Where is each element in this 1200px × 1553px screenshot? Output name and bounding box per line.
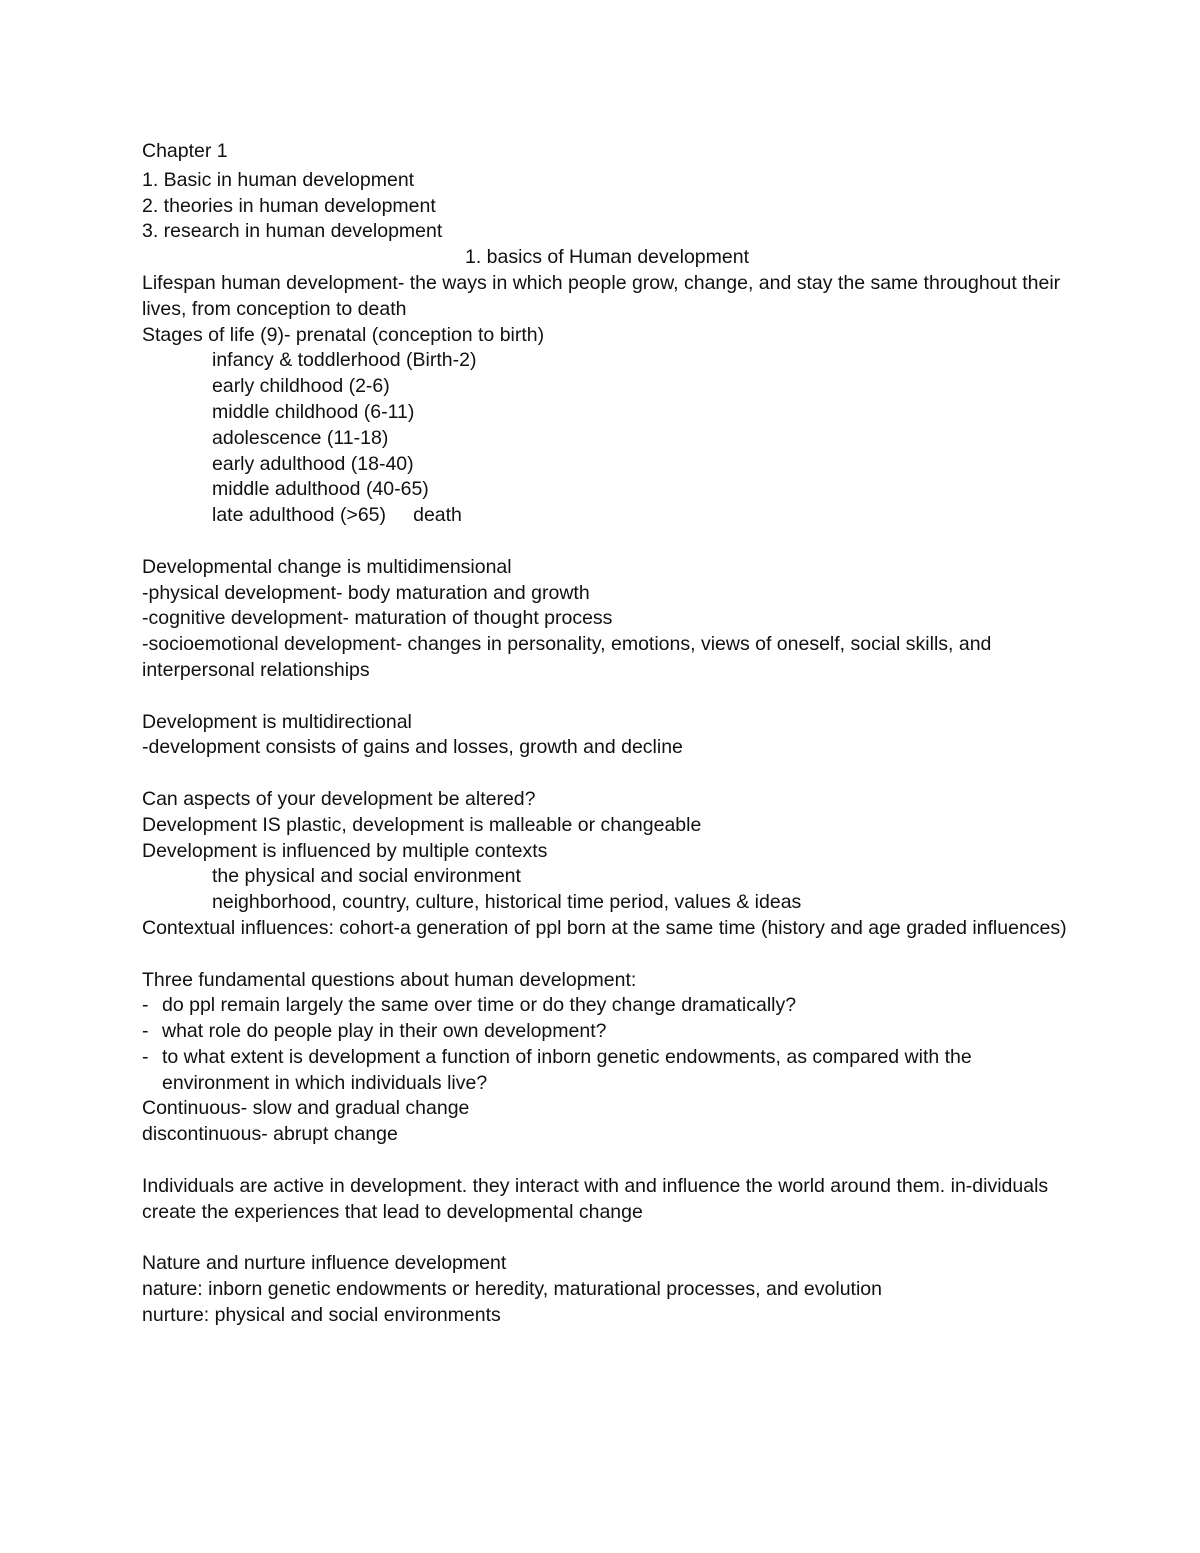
stages-intro: Stages of life (9)- prenatal (conception to birth) — [142, 323, 545, 346]
stage-item: middle adulthood (40-65) — [212, 478, 429, 501]
question-text: do ppl remain largely the same over time or do they change dramatically? — [162, 994, 797, 1017]
nurture-definition: nurture: physical and social environments — [142, 1303, 501, 1326]
question-text: to what extent is development a function of inborn genetic endowments, as compared with the environment in which individuals live? — [162, 1045, 978, 1094]
question-bullet-item — [142, 993, 1072, 1019]
document-page — [142, 139, 1072, 1329]
stage-item: infancy & toddlerhood (Birth-2) — [212, 349, 477, 372]
continuous-definition: Continuous- slow and gradual change — [142, 1097, 470, 1120]
nature-nurture-heading: Nature and nurture influence development — [142, 1252, 507, 1275]
stage-item: early childhood (2-6) — [212, 375, 390, 398]
outline-item-3: 3. research in human development — [142, 220, 443, 243]
questions-heading: Three fundamental questions about human development: — [142, 968, 637, 991]
discontinuous-definition: discontinuous- abrupt change — [142, 1123, 398, 1146]
outline-item-1: 1. Basic in human development — [142, 168, 415, 191]
nature-definition: nature: inborn genetic endowments or heredity, maturational processes, and evolution — [142, 1278, 882, 1301]
plasticity-statement: Development IS plastic, development is malleable or changeable — [142, 813, 702, 836]
dash-bullet-icon: - — [142, 994, 149, 1017]
question-bullet-item — [142, 1019, 1072, 1045]
question-bullet-item — [142, 1045, 1072, 1097]
dash-bullet-icon: - — [142, 1045, 149, 1068]
question-text: what role do people play in their own development? — [162, 1020, 607, 1043]
plasticity-question: Can aspects of your development be altered? — [142, 787, 536, 810]
stage-item: early adulthood (18-40) — [212, 452, 414, 475]
section-heading: 1. basics of Human development — [465, 246, 749, 269]
dash-bullet-icon: - — [142, 1020, 149, 1043]
chapter-title: Chapter 1 — [142, 140, 228, 162]
context-item: the physical and social environment — [212, 865, 521, 888]
stage-item: late adulthood (>65) death — [212, 504, 462, 527]
outline-item-2: 2. theories in human development — [142, 194, 436, 217]
lifespan-definition: Lifespan human development- the ways in which people grow, change, and stay the same throughout their lives, from conception to death — [142, 271, 1066, 320]
multidirectional-heading: Development is multidirectional — [142, 710, 412, 733]
multidimensional-item: -socioemotional development- changes in personality, emotions, views of oneself, social skills, and interpersonal relationships — [142, 633, 997, 681]
stage-item: adolescence (11-18) — [212, 426, 389, 449]
contexts-statement: Development is influenced by multiple contexts — [142, 839, 548, 862]
multidimensional-item: -physical development- body maturation and growth — [142, 581, 590, 604]
multidimensional-heading: Developmental change is multidimensional — [142, 555, 512, 578]
contextual-influences: Contextual influences: cohort-a generation of ppl born at the same time (history and age graded influences) — [142, 916, 1067, 939]
multidimensional-item: -cognitive development- maturation of thought process — [142, 607, 613, 630]
multidirectional-item: -development consists of gains and losses, growth and decline — [142, 736, 683, 759]
context-item: neighborhood, country, culture, historical time period, values & ideas — [212, 891, 802, 914]
stage-item: middle childhood (6-11) — [212, 400, 415, 423]
active-development-paragraph: Individuals are active in development. they interact with and influence the world around them. in-dividuals create the experiences that lead to developmental change — [142, 1174, 1054, 1223]
